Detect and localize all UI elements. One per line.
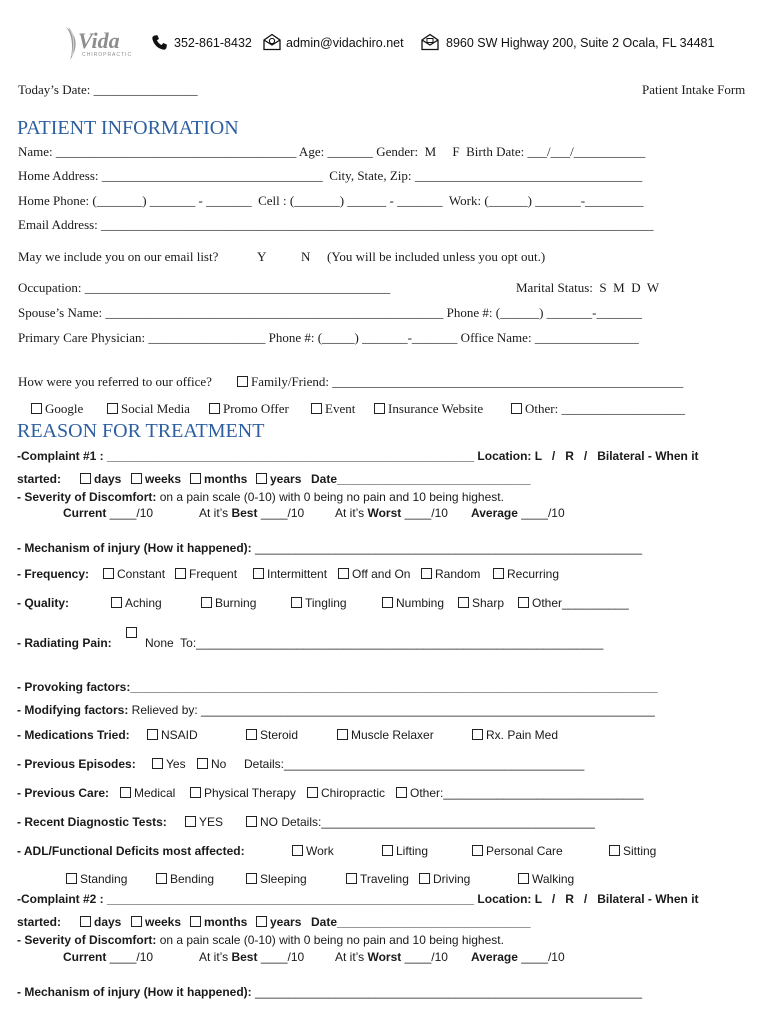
complaint-1-best[interactable]: At it’s Best ____/10 [199,506,305,520]
previous-care-label: - Previous Care: [17,786,110,800]
adl-walking[interactable]: Walking [518,872,574,886]
modifying-factors[interactable]: - Modifying factors: Relieved by: ____________________________________________________________________ [17,703,655,717]
previous-episodes-no[interactable]: No [197,757,226,771]
checkbox-icon[interactable] [80,916,91,927]
checkbox-icon[interactable] [31,403,42,414]
email-list-note: (You will be included unless you opt out.) [327,249,546,264]
email-list-no[interactable]: N [301,249,311,264]
checkbox-icon[interactable] [147,729,158,740]
checkbox-icon[interactable] [382,845,393,856]
mechanism-of-injury-1[interactable]: - Mechanism of injury (How it happened): __________________________________________________________ [17,541,643,555]
checkbox-icon[interactable] [292,845,303,856]
complaint-2-average[interactable]: Average ____/10 [471,950,565,964]
name-age-gender-line[interactable]: Name: _____________________________________ Age: _______ Gender: M F Birth Date: ___/___/___________ [18,144,646,159]
address-icon [421,33,439,51]
frequency-label: - Frequency: [17,567,90,581]
home-address-line[interactable]: Home Address: __________________________________ City, State, Zip: ___________________________________ [18,168,643,183]
referral-social-media[interactable]: Social Media [107,401,190,417]
reason-for-treatment-heading: REASON FOR TREATMENT [17,420,265,442]
complaint-1-date[interactable]: Date_____________________________ [311,472,531,486]
checkbox-icon[interactable] [518,597,529,608]
diagnostic-tests-no-details[interactable]: NO Details:_________________________________________ [246,815,595,829]
checkbox-icon[interactable] [131,473,142,484]
complaint-2-severity: - Severity of Discomfort: on a pain scale (0-10) with 0 being no pain and 10 being highest. [17,933,504,947]
frequency-intermittent[interactable]: Intermittent [253,567,327,581]
previous-episodes-yes[interactable]: Yes [152,757,186,771]
referral-google[interactable]: Google [31,401,83,417]
header-phone: 352-861-8432 [174,36,252,50]
quality-burning[interactable]: Burning [201,596,256,610]
checkbox-icon[interactable] [518,873,529,884]
provoking-factors[interactable]: - Provoking factors:_______________________________________________________________________________ [17,680,658,694]
frequency-off-and-on[interactable]: Off and On [338,567,410,581]
adl-sleeping[interactable]: Sleeping [246,872,307,886]
medication-rx-pain-med[interactable]: Rx. Pain Med [472,728,558,742]
radiating-pain-label: - Radiating Pain: [17,636,112,650]
checkbox-icon[interactable] [246,729,257,740]
marital-status-field[interactable]: Marital Status: S M D W [516,280,660,295]
checkbox-icon[interactable] [190,916,201,927]
header-address: 8960 SW Highway 200, Suite 2 Ocala, FL 34481 [446,36,715,50]
complaint-1-severity: - Severity of Discomfort: on a pain scale (0-10) with 0 being no pain and 10 being highest. [17,490,504,504]
complaint-2-line[interactable]: -Complaint #2 : _______________________________________________________ Location: L / R / Bilateral - When it [17,892,699,906]
complaint-2-months[interactable]: months [190,915,247,929]
checkbox-icon[interactable] [311,403,322,414]
checkbox-icon[interactable] [458,597,469,608]
quality-label: - Quality: [17,596,70,610]
complaint-2-best[interactable]: At it’s Best ____/10 [199,950,305,964]
referral-promo-offer[interactable]: Promo Offer [209,401,289,417]
radiating-pain-field[interactable]: None To:_____________________________________________________________ [145,636,604,650]
phone-numbers-line[interactable]: Home Phone: (_______) _______ - _______ Cell : (_______) ______ - _______ Work: (______) _______-_________ [18,193,644,208]
email-address-line[interactable]: Email Address: _____________________________________________________________________________________ [18,217,654,232]
checkbox-icon[interactable] [209,403,220,414]
primary-care-line[interactable]: Primary Care Physician: __________________ Phone #: (_____) _______-_______ Office Name: ________________ [18,330,639,345]
diagnostic-tests-label: - Recent Diagnostic Tests: [17,815,167,829]
checkbox-icon[interactable] [396,787,407,798]
medications-label: - Medications Tried: [17,728,130,742]
checkbox-icon[interactable] [609,845,620,856]
checkbox-icon[interactable] [472,845,483,856]
checkbox-icon[interactable] [511,403,522,414]
checkbox-icon[interactable] [419,873,430,884]
referral-insurance-website[interactable]: Insurance Website [374,401,483,417]
medication-steroid[interactable]: Steroid [246,728,298,742]
checkbox-icon[interactable] [421,568,432,579]
referral-family-friend[interactable]: Family/Friend: ______________________________________________________ [237,374,683,390]
checkbox-icon[interactable] [382,597,393,608]
complaint-2-current[interactable]: Current ____/10 [63,950,154,964]
checkbox-icon[interactable] [175,568,186,579]
complaint-1-started: started: [17,472,62,486]
complaint-1-months[interactable]: months [190,472,247,486]
complaint-1-average[interactable]: Average ____/10 [471,506,565,520]
checkbox-icon[interactable] [337,729,348,740]
checkbox-icon[interactable] [126,627,137,638]
adl-traveling[interactable]: Traveling [346,872,409,886]
checkbox-icon[interactable] [472,729,483,740]
quality-tingling[interactable]: Tingling [291,596,347,610]
adl-driving[interactable]: Driving [419,872,470,886]
complaint-2-weeks[interactable]: weeks [131,915,181,929]
checkbox-icon[interactable] [246,873,257,884]
checkbox-icon[interactable] [152,758,163,769]
logo-subtext: CHIROPRACTIC [82,52,133,58]
previous-care-medical[interactable]: Medical [120,786,175,800]
quality-numbing[interactable]: Numbing [382,596,444,610]
complaint-1-line[interactable]: -Complaint #1 : _______________________________________________________ Location: L / R / Bilateral - When it [17,449,699,463]
checkbox-icon[interactable] [103,568,114,579]
quality-aching[interactable]: Aching [111,596,162,610]
checkbox-icon[interactable] [197,758,208,769]
medication-muscle-relaxer[interactable]: Muscle Relaxer [337,728,434,742]
radiating-checkbox[interactable] [126,624,140,642]
referral-event[interactable]: Event [311,401,355,417]
adl-sitting[interactable]: Sitting [609,844,656,858]
adl-work[interactable]: Work [292,844,334,858]
email-icon [263,33,281,51]
checkbox-icon[interactable] [156,873,167,884]
checkbox-icon[interactable] [256,473,267,484]
phone-icon [151,34,168,51]
previous-episodes-details[interactable]: Details:_____________________________________________ [244,757,585,771]
complaint-2-days[interactable]: days [80,915,121,929]
mechanism-of-injury-2[interactable]: - Mechanism of injury (How it happened): __________________________________________________________ [17,985,643,999]
vida-logo [60,22,142,62]
checkbox-icon[interactable] [253,568,264,579]
complaint-1-days[interactable]: days [80,472,121,486]
checkbox-icon[interactable] [66,873,77,884]
header-email: admin@vidachiro.net [286,36,404,50]
previous-care-chiropractic[interactable]: Chiropractic [307,786,385,800]
checkbox-icon[interactable] [374,403,385,414]
medication-nsaid[interactable]: NSAID [147,728,198,742]
checkbox-icon[interactable] [80,473,91,484]
diagnostic-tests-yes[interactable]: YES [185,815,223,829]
checkbox-icon[interactable] [493,568,504,579]
complaint-2-years[interactable]: years [256,915,301,929]
checkbox-icon[interactable] [338,568,349,579]
email-list-question: May we include you on our email list? [18,249,219,264]
complaint-1-years[interactable]: years [256,472,301,486]
checkbox-icon[interactable] [107,403,118,414]
complaint-2-started: started: [17,915,62,929]
previous-care-other[interactable]: Other:______________________________ [396,786,644,800]
checkbox-icon[interactable] [111,597,122,608]
complaint-1-worst[interactable]: At it’s Worst ____/10 [335,506,448,520]
previous-episodes-label: - Previous Episodes: [17,757,136,771]
frequency-recurring[interactable]: Recurring [493,567,559,581]
checkbox-icon[interactable] [185,816,196,827]
adl-lifting[interactable]: Lifting [382,844,428,858]
checkbox-icon[interactable] [190,473,201,484]
referral-other[interactable]: Other: ___________________ [511,401,685,417]
patient-information-heading: PATIENT INFORMATION [17,117,239,139]
complaint-1-current[interactable]: Current ____/10 [63,506,154,520]
checkbox-icon[interactable] [120,787,131,798]
checkbox-icon[interactable] [346,873,357,884]
quality-sharp[interactable]: Sharp [458,596,504,610]
checkbox-icon[interactable] [256,916,267,927]
adl-label: - ADL/Functional Deficits most affected: [17,844,245,858]
checkbox-icon[interactable] [190,787,201,798]
logo-text: Vida [78,28,120,53]
checkbox-icon[interactable] [246,816,257,827]
quality-other[interactable]: Other__________ [518,596,629,610]
checkbox-icon[interactable] [237,376,248,387]
adl-standing[interactable]: Standing [66,872,127,886]
adl-bending[interactable]: Bending [156,872,214,886]
frequency-constant[interactable]: Constant [103,567,165,581]
frequency-frequent[interactable]: Frequent [175,567,237,581]
spouse-line[interactable]: Spouse’s Name: ____________________________________________________ Phone #: (______) _______-_______ [18,305,642,320]
checkbox-icon[interactable] [307,787,318,798]
adl-personal-care[interactable]: Personal Care [472,844,563,858]
complaint-2-worst[interactable]: At it’s Worst ____/10 [335,950,448,964]
frequency-random[interactable]: Random [421,567,480,581]
form-title: Patient Intake Form [642,82,746,97]
checkbox-icon[interactable] [131,916,142,927]
complaint-2-date[interactable]: Date_____________________________ [311,915,531,929]
referral-question: How were you referred to our office? [18,374,212,389]
previous-care-physical-therapy[interactable]: Physical Therapy [190,786,296,800]
occupation-field[interactable]: Occupation: _______________________________________________ [18,280,391,295]
email-list-yes[interactable]: Y [257,249,267,264]
complaint-1-weeks[interactable]: weeks [131,472,181,486]
checkbox-icon[interactable] [201,597,212,608]
todays-date-field[interactable]: Today’s Date: ________________ [18,82,198,97]
checkbox-icon[interactable] [291,597,302,608]
